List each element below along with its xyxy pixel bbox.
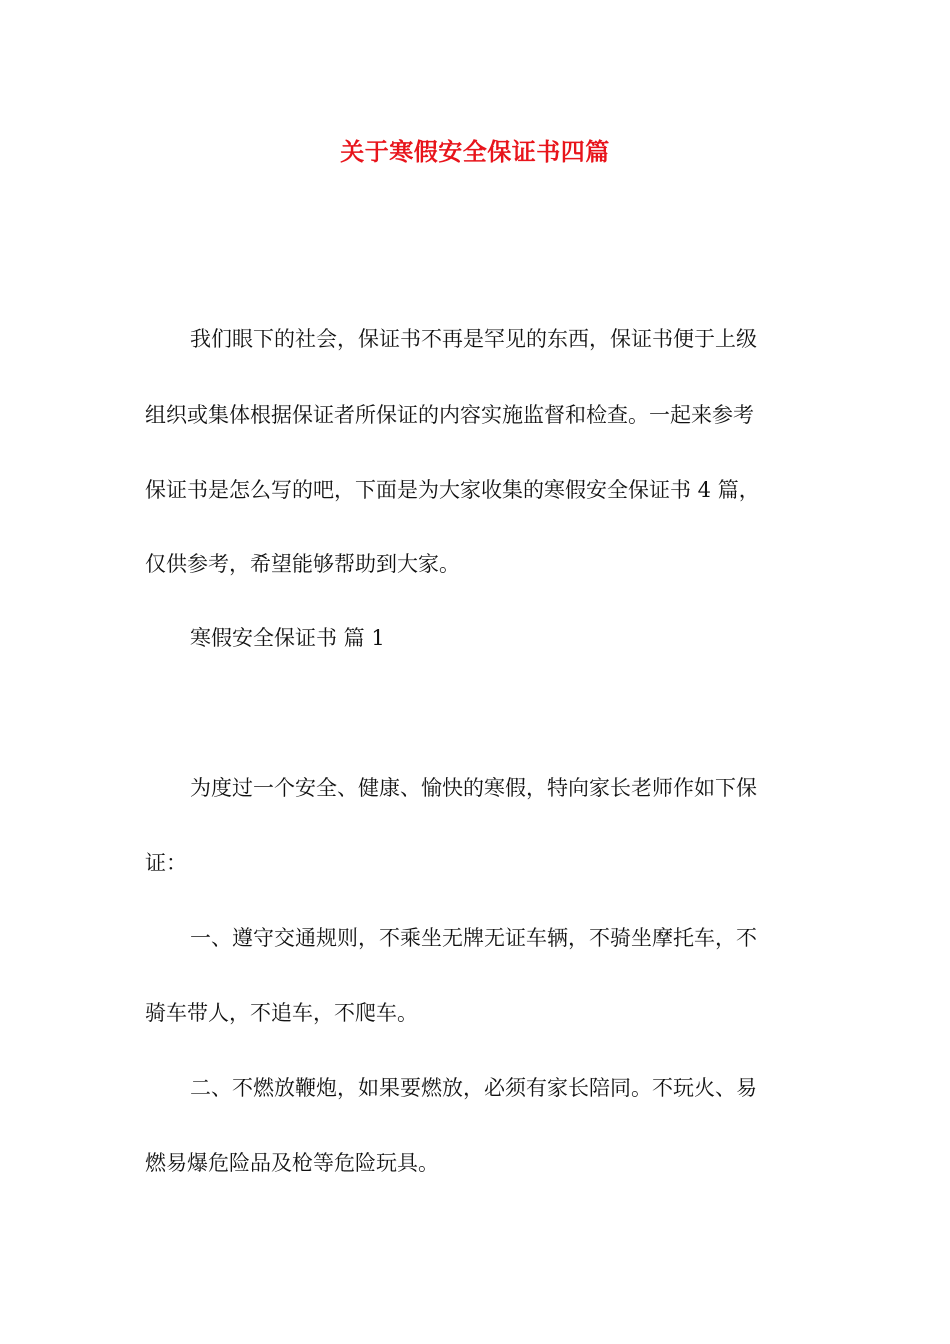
paragraph-line: 仅供参考，希望能够帮助到大家。 <box>145 552 460 576</box>
paragraph-line: 燃易爆危险品及枪等危险玩具。 <box>145 1151 439 1175</box>
paragraph-line: 为度过一个安全、健康、愉快的寒假，特向家长老师作如下保 <box>190 776 757 800</box>
paragraph-line: 证： <box>145 851 187 875</box>
paragraph-line: 一、遵守交通规则，不乘坐无牌无证车辆，不骑坐摩托车，不 <box>190 926 757 950</box>
paragraph-line: 保证书是怎么写的吧，下面是为大家收集的寒假安全保证书 4 篇， <box>145 478 760 502</box>
paragraph-line: 我们眼下的社会，保证书不再是罕见的东西，保证书便于上级 <box>190 327 757 351</box>
section-heading: 寒假安全保证书 篇 1 <box>190 626 385 650</box>
paragraph-line: 骑车带人，不追车，不爬车。 <box>145 1001 418 1025</box>
paragraph-line: 组织或集体根据保证者所保证的内容实施监督和检查。一起来参考 <box>145 403 754 427</box>
document-title: 关于寒假安全保证书四篇 <box>340 138 610 166</box>
paragraph-line: 二、不燃放鞭炮，如果要燃放，必须有家长陪同。不玩火、易 <box>190 1076 757 1100</box>
